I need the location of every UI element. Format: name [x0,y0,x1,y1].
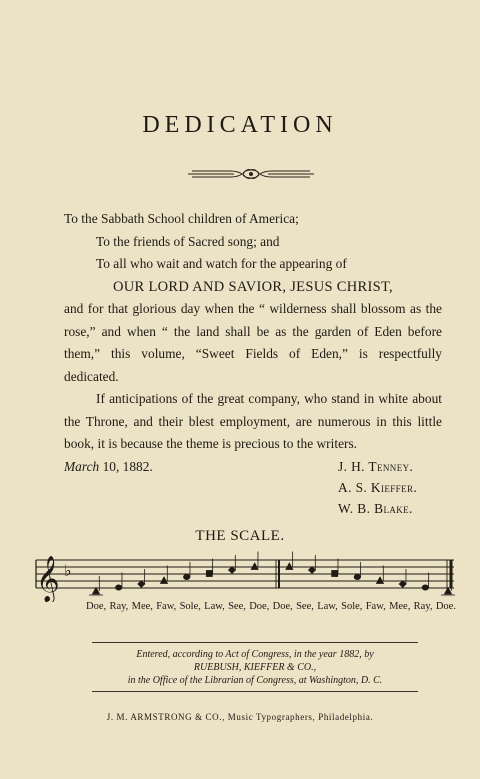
scale-notes [89,552,455,596]
copyright-line: Entered, according to Act of Congress, in the year 1882, by [136,649,374,660]
dedication-date: March 10, 1882. [64,458,153,474]
solfege-syllable: Law, [204,601,225,612]
scale-note [183,574,189,579]
paragraph-line: book, it is because the theme is precious to the writers. [64,436,358,451]
paragraph-line: and for that glorious day when the “ wilderness shall blossom as the [64,301,442,316]
solfege-syllable: Faw, [365,601,386,612]
dedication-lord-line: OUR LORD AND SAVIOR, JESUS CHRIST, [113,278,393,295]
scale-note [422,585,428,590]
scale-note [332,571,338,577]
signatory-name: J. H. Tenney. [338,458,414,474]
paragraph-line: If anticipations of the great company, who stand in white about [96,391,442,406]
solfege-syllable: Mee, [389,601,411,612]
signature-row [64,498,442,519]
scale-note [251,563,258,570]
flat-sign-icon: ♭ [64,561,72,580]
paragraph-line: the Throne, and their blest employment, are numerous in this little [64,413,442,429]
solfege-syllable: Doe, [249,601,270,612]
solfege-syllable: Mee, [131,601,153,612]
solfege-syllable: See, [228,601,246,612]
paragraph-line: dedicated. [64,368,119,384]
scale-note [93,588,100,595]
scale-note [399,581,406,588]
scale-note [161,577,168,584]
ornament-divider [186,166,316,182]
solfege-syllable: Sole, [341,601,363,612]
solfege-syllable: Ray, [109,601,129,612]
solfege-syllables [86,601,456,612]
music-staff [34,550,459,602]
signatory-name: A. S. Kieffer. [338,479,418,495]
dedication-line: To all who wait and watch for the appearing of [96,256,347,271]
dedication-line: To the friends of Sacred song; and [96,233,280,249]
dedication-paragraph-1 [64,298,442,388]
scale-note [377,577,384,584]
printer-credit: J. M. ARMSTRONG & CO., Music Typographers, Philadelphia. [106,712,374,722]
solfege-syllable: Ray, [413,601,433,612]
solfege-syllable: Doe. [435,601,456,612]
scale-note [354,574,360,579]
solfege-syllable: Doe, [86,601,107,612]
copyright-line: in the Office of the Librarian of Congress, at Washington, D. C. [127,675,383,686]
solfege-syllable: See, [296,601,314,612]
signature-row [64,477,442,498]
signature-row [64,456,442,477]
scale-note [115,585,121,590]
copyright-publisher: RUEBUSH, KIEFFER & CO., [193,662,317,673]
paragraph-line: rose,” and when “ the land shall be as the garden of Eden before [64,323,442,339]
solfege-syllable: Sole, [179,601,201,612]
solfege-syllable: Faw, [156,601,177,612]
dedication-text [64,208,442,519]
copyright-notice [92,642,418,692]
scale-note [206,571,212,577]
solfege-syllable: Doe, [272,601,293,612]
bleed-through-text [40,78,440,116]
scale-note [309,567,316,574]
scale-note [229,567,236,574]
page-title: DEDICATION [142,112,338,138]
signatory-name: W. B. Blake. [338,500,413,516]
treble-clef-icon: 𝄞 [36,556,60,602]
scale-title: THE SCALE. [195,528,285,544]
scale-note [286,563,293,570]
solfege-syllable: Law, [317,601,338,612]
dedication-paragraph-2 [64,388,442,456]
scale-note [445,588,452,595]
scale-note [138,581,145,588]
dedication-line: To the Sabbath School children of America; [64,211,299,226]
paragraph-line: them,” this volume, “Sweet Fields of Eden,” is respectfully [64,346,442,361]
